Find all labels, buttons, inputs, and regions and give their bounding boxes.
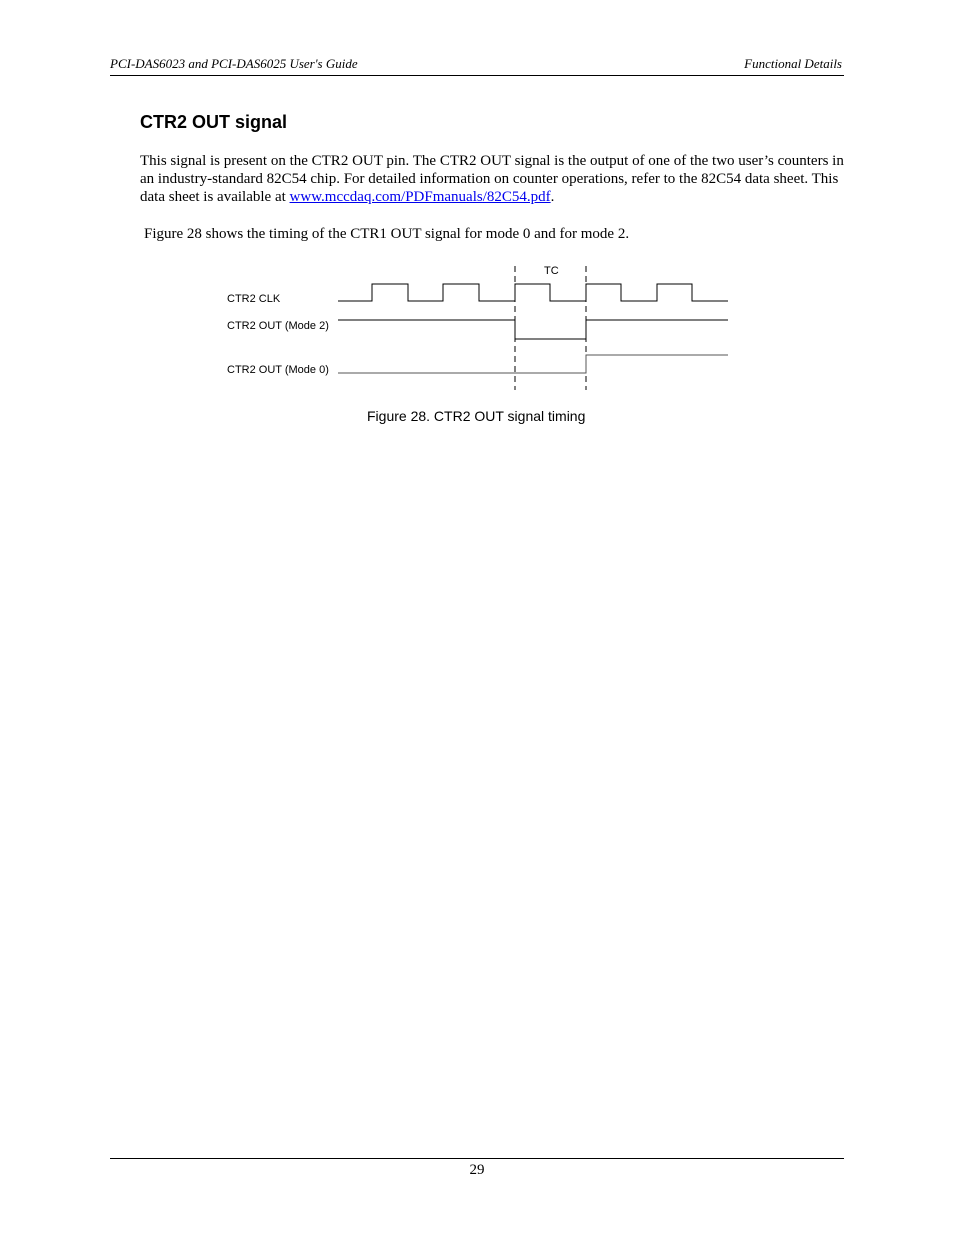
page-number: 29 <box>469 1162 485 1178</box>
mode2-waveform <box>338 320 728 339</box>
clk-label: CTR2 CLK <box>227 293 281 305</box>
tc-label: TC <box>544 265 559 277</box>
page-header <box>110 55 844 76</box>
description-paragraph <box>140 152 845 206</box>
section-heading: CTR2 OUT signal <box>140 112 288 132</box>
datasheet-link[interactable]: www.mccdaq.com/PDFmanuals/82C54.pdf <box>289 189 551 205</box>
header-section-title: Functional Details <box>744 56 842 71</box>
clk-waveform <box>338 284 728 301</box>
mode0-waveform <box>338 355 728 373</box>
description-text: This signal is present on the CTR2 OUT pin. The CTR2 OUT signal is the output of one of the two user’s counters in an industry-standard 82C54 chip. For detailed information on counter operations, refer to the 82C54 data sheet. This data sheet is available at <box>140 153 844 205</box>
figure-caption: Figure 28. CTR2 OUT signal timing <box>367 408 586 424</box>
mode2-label: CTR2 OUT (Mode 2) <box>227 320 329 332</box>
mode0-label: CTR2 OUT (Mode 0) <box>227 364 329 376</box>
description-end: . <box>550 189 555 205</box>
header-document-title: PCI-DAS6023 and PCI-DAS6025 User's Guide <box>110 56 358 71</box>
figure-reference-paragraph: Figure 28 shows the timing of the CTR1 OUT signal for mode 0 and for mode 2. <box>144 226 630 242</box>
page-footer <box>110 1158 844 1179</box>
timing-diagram <box>220 258 740 398</box>
